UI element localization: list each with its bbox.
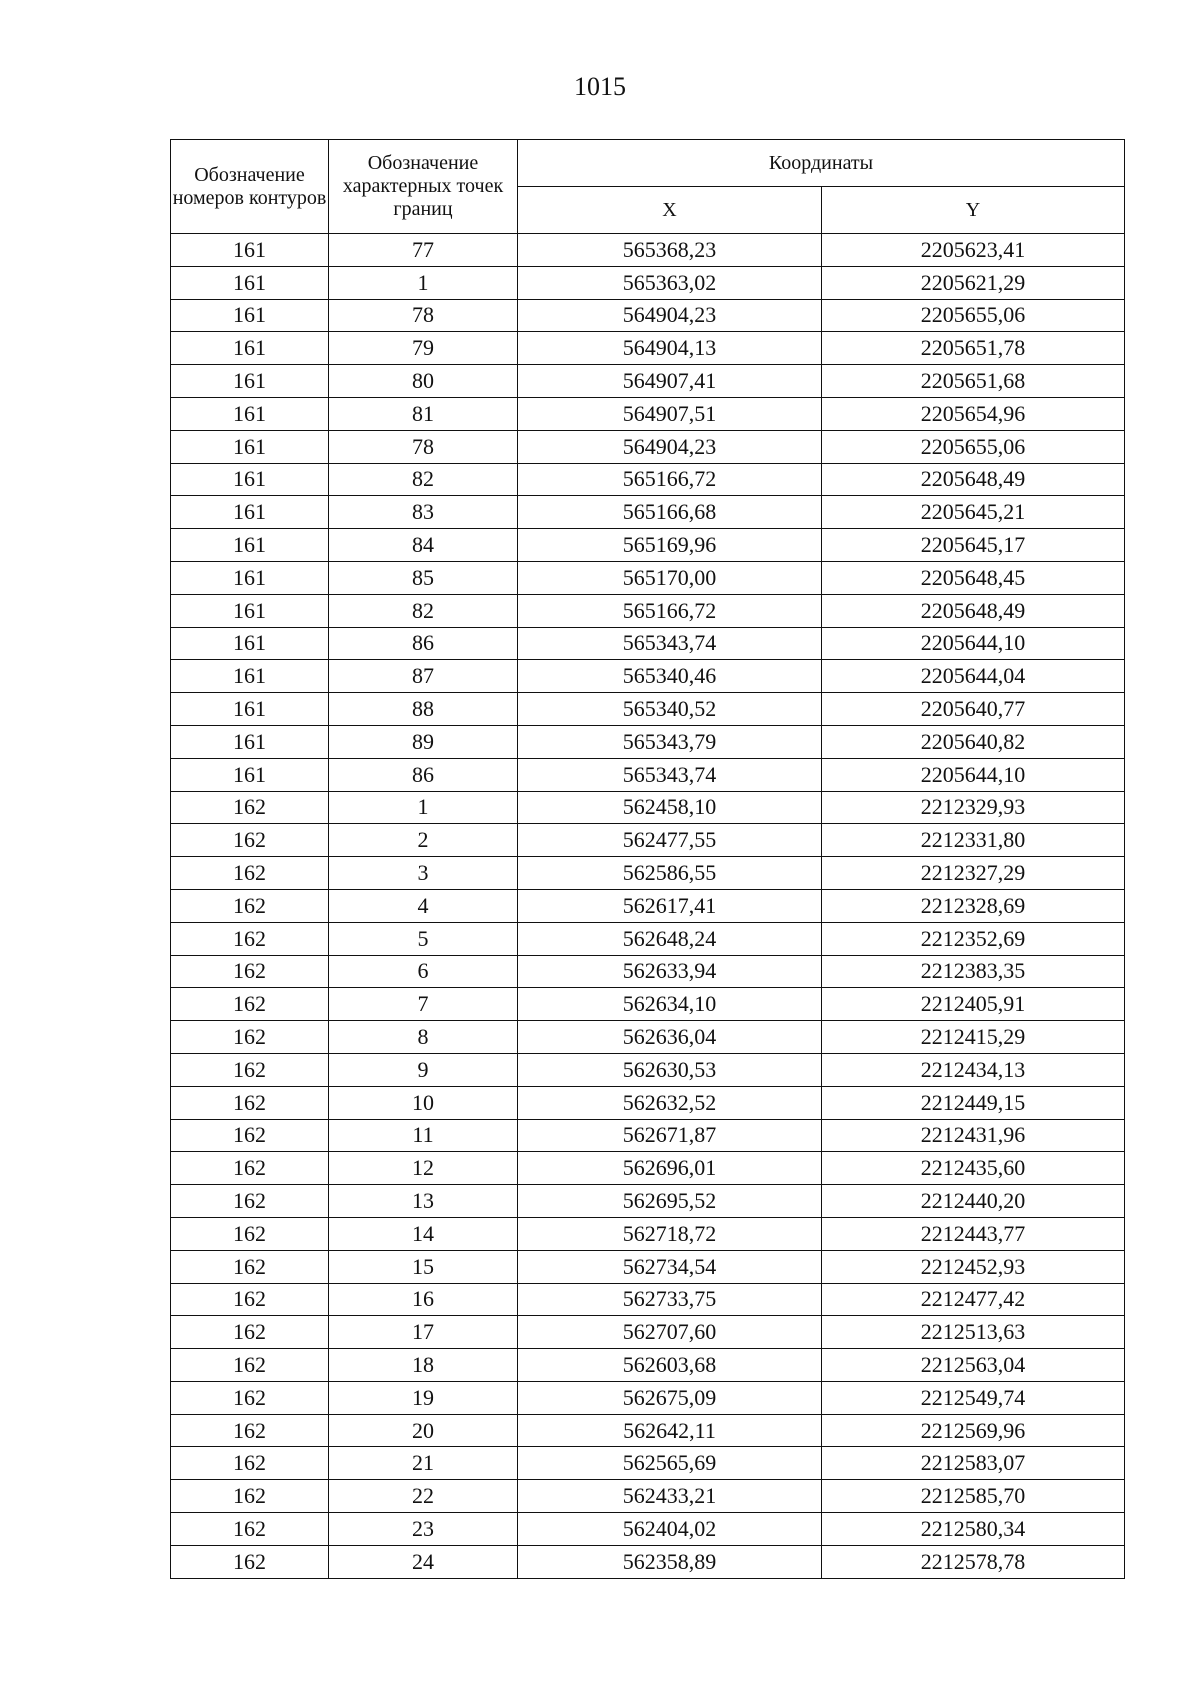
header-y: Y [822, 187, 1125, 234]
x-coordinate-cell: 565343,74 [518, 627, 822, 660]
y-coordinate-cell: 2205645,21 [822, 496, 1125, 529]
contour-number-cell: 162 [171, 1283, 329, 1316]
y-coordinate-cell: 2205648,49 [822, 463, 1125, 496]
table-row [171, 988, 1125, 1021]
point-number-cell: 19 [329, 1381, 518, 1414]
header-x: X [518, 187, 822, 234]
contour-number-cell: 162 [171, 1021, 329, 1054]
y-coordinate-cell: 2212513,63 [822, 1316, 1125, 1349]
table-row [171, 1513, 1125, 1546]
table-row [171, 1152, 1125, 1185]
x-coordinate-cell: 562358,89 [518, 1545, 822, 1578]
y-coordinate-cell: 2205640,82 [822, 725, 1125, 758]
y-coordinate-cell: 2205655,06 [822, 299, 1125, 332]
x-coordinate-cell: 562458,10 [518, 791, 822, 824]
y-coordinate-cell: 2205651,78 [822, 332, 1125, 365]
table-row [171, 397, 1125, 430]
point-number-cell: 18 [329, 1349, 518, 1382]
contour-number-cell: 162 [171, 1053, 329, 1086]
contour-number-cell: 162 [171, 1217, 329, 1250]
y-coordinate-cell: 2212549,74 [822, 1381, 1125, 1414]
x-coordinate-cell: 564907,51 [518, 397, 822, 430]
y-coordinate-cell: 2212443,77 [822, 1217, 1125, 1250]
contour-number-cell: 162 [171, 1119, 329, 1152]
x-coordinate-cell: 564904,13 [518, 332, 822, 365]
point-number-cell: 86 [329, 758, 518, 791]
x-coordinate-cell: 562636,04 [518, 1021, 822, 1054]
contour-number-cell: 162 [171, 1185, 329, 1218]
contour-number-cell: 162 [171, 955, 329, 988]
y-coordinate-cell: 2212431,96 [822, 1119, 1125, 1152]
point-number-cell: 80 [329, 365, 518, 398]
y-coordinate-cell: 2212569,96 [822, 1414, 1125, 1447]
contour-number-cell: 161 [171, 463, 329, 496]
y-coordinate-cell: 2205644,04 [822, 660, 1125, 693]
x-coordinate-cell: 562633,94 [518, 955, 822, 988]
contour-number-cell: 161 [171, 496, 329, 529]
y-coordinate-cell: 2205644,10 [822, 627, 1125, 660]
x-coordinate-cell: 565166,72 [518, 463, 822, 496]
point-number-cell: 1 [329, 791, 518, 824]
x-coordinate-cell: 562630,53 [518, 1053, 822, 1086]
x-coordinate-cell: 562477,55 [518, 824, 822, 857]
point-number-cell: 2 [329, 824, 518, 857]
y-coordinate-cell: 2212328,69 [822, 889, 1125, 922]
x-coordinate-cell: 565368,23 [518, 234, 822, 267]
contour-number-cell: 162 [171, 857, 329, 890]
contour-number-cell: 161 [171, 365, 329, 398]
contour-number-cell: 161 [171, 693, 329, 726]
contour-number-cell: 161 [171, 627, 329, 660]
contour-number-cell: 162 [171, 1480, 329, 1513]
point-number-cell: 79 [329, 332, 518, 365]
x-coordinate-cell: 562648,24 [518, 922, 822, 955]
y-coordinate-cell: 2212583,07 [822, 1447, 1125, 1480]
header-contour-numbers: Обозначение номеров контуров [171, 140, 329, 234]
y-coordinate-cell: 2212440,20 [822, 1185, 1125, 1218]
contour-number-cell: 162 [171, 791, 329, 824]
x-coordinate-cell: 565363,02 [518, 266, 822, 299]
table-row [171, 922, 1125, 955]
contour-number-cell: 162 [171, 824, 329, 857]
contour-number-cell: 161 [171, 529, 329, 562]
x-coordinate-cell: 565170,00 [518, 561, 822, 594]
table-row [171, 627, 1125, 660]
y-coordinate-cell: 2212477,42 [822, 1283, 1125, 1316]
point-number-cell: 20 [329, 1414, 518, 1447]
point-number-cell: 83 [329, 496, 518, 529]
table-row [171, 1480, 1125, 1513]
y-coordinate-cell: 2212563,04 [822, 1349, 1125, 1382]
point-number-cell: 86 [329, 627, 518, 660]
contour-number-cell: 161 [171, 561, 329, 594]
contour-number-cell: 162 [171, 922, 329, 955]
table-row [171, 1250, 1125, 1283]
contour-number-cell: 161 [171, 332, 329, 365]
contour-number-cell: 162 [171, 1381, 329, 1414]
point-number-cell: 1 [329, 266, 518, 299]
x-coordinate-cell: 565340,52 [518, 693, 822, 726]
y-coordinate-cell: 2212329,93 [822, 791, 1125, 824]
y-coordinate-cell: 2212452,93 [822, 1250, 1125, 1283]
point-number-cell: 77 [329, 234, 518, 267]
y-coordinate-cell: 2212435,60 [822, 1152, 1125, 1185]
point-number-cell: 23 [329, 1513, 518, 1546]
table-row [171, 1349, 1125, 1382]
table-row [171, 266, 1125, 299]
table-row [171, 1217, 1125, 1250]
x-coordinate-cell: 562718,72 [518, 1217, 822, 1250]
y-coordinate-cell: 2205640,77 [822, 693, 1125, 726]
point-number-cell: 8 [329, 1021, 518, 1054]
point-number-cell: 84 [329, 529, 518, 562]
contour-number-cell: 162 [171, 1545, 329, 1578]
contour-number-cell: 162 [171, 1349, 329, 1382]
contour-number-cell: 162 [171, 889, 329, 922]
table-row [171, 1283, 1125, 1316]
x-coordinate-cell: 565166,72 [518, 594, 822, 627]
contour-number-cell: 162 [171, 1447, 329, 1480]
y-coordinate-cell: 2212415,29 [822, 1021, 1125, 1054]
x-coordinate-cell: 562404,02 [518, 1513, 822, 1546]
x-coordinate-cell: 562565,69 [518, 1447, 822, 1480]
table-row [171, 496, 1125, 529]
y-coordinate-cell: 2212434,13 [822, 1053, 1125, 1086]
table-row [171, 693, 1125, 726]
table-row [171, 463, 1125, 496]
point-number-cell: 85 [329, 561, 518, 594]
table-row [171, 1545, 1125, 1578]
x-coordinate-cell: 562642,11 [518, 1414, 822, 1447]
x-coordinate-cell: 562632,52 [518, 1086, 822, 1119]
point-number-cell: 5 [329, 922, 518, 955]
x-coordinate-cell: 564904,23 [518, 430, 822, 463]
x-coordinate-cell: 562734,54 [518, 1250, 822, 1283]
y-coordinate-cell: 2212405,91 [822, 988, 1125, 1021]
point-number-cell: 82 [329, 594, 518, 627]
x-coordinate-cell: 562671,87 [518, 1119, 822, 1152]
table-row [171, 529, 1125, 562]
contour-number-cell: 162 [171, 1086, 329, 1119]
y-coordinate-cell: 2205621,29 [822, 266, 1125, 299]
contour-number-cell: 161 [171, 660, 329, 693]
point-number-cell: 17 [329, 1316, 518, 1349]
header-coordinates: Координаты [518, 140, 1125, 187]
y-coordinate-cell: 2212449,15 [822, 1086, 1125, 1119]
table-row [171, 857, 1125, 890]
contour-number-cell: 162 [171, 1414, 329, 1447]
x-coordinate-cell: 562433,21 [518, 1480, 822, 1513]
point-number-cell: 78 [329, 299, 518, 332]
point-number-cell: 15 [329, 1250, 518, 1283]
contour-number-cell: 161 [171, 725, 329, 758]
point-number-cell: 88 [329, 693, 518, 726]
point-number-cell: 81 [329, 397, 518, 430]
table-row [171, 430, 1125, 463]
contour-number-cell: 162 [171, 1316, 329, 1349]
y-coordinate-cell: 2212585,70 [822, 1480, 1125, 1513]
point-number-cell: 22 [329, 1480, 518, 1513]
y-coordinate-cell: 2212327,29 [822, 857, 1125, 890]
table-body [171, 234, 1125, 1579]
table-row [171, 1381, 1125, 1414]
point-number-cell: 3 [329, 857, 518, 890]
x-coordinate-cell: 565166,68 [518, 496, 822, 529]
x-coordinate-cell: 562695,52 [518, 1185, 822, 1218]
x-coordinate-cell: 565169,96 [518, 529, 822, 562]
point-number-cell: 16 [329, 1283, 518, 1316]
y-coordinate-cell: 2212331,80 [822, 824, 1125, 857]
y-coordinate-cell: 2212383,35 [822, 955, 1125, 988]
table-row [171, 791, 1125, 824]
point-number-cell: 21 [329, 1447, 518, 1480]
table-row [171, 365, 1125, 398]
table-row [171, 1086, 1125, 1119]
header-boundary-points: Обозначение характерных точек границ [329, 140, 518, 234]
table-row [171, 332, 1125, 365]
contour-number-cell: 161 [171, 266, 329, 299]
y-coordinate-cell: 2212352,69 [822, 922, 1125, 955]
table-row [171, 758, 1125, 791]
y-coordinate-cell: 2205644,10 [822, 758, 1125, 791]
table-header [171, 140, 1125, 234]
x-coordinate-cell: 562675,09 [518, 1381, 822, 1414]
y-coordinate-cell: 2205645,17 [822, 529, 1125, 562]
point-number-cell: 4 [329, 889, 518, 922]
y-coordinate-cell: 2205648,45 [822, 561, 1125, 594]
point-number-cell: 6 [329, 955, 518, 988]
table-row [171, 1021, 1125, 1054]
table-row [171, 889, 1125, 922]
point-number-cell: 10 [329, 1086, 518, 1119]
table-row [171, 955, 1125, 988]
point-number-cell: 7 [329, 988, 518, 1021]
contour-number-cell: 162 [171, 1513, 329, 1546]
table-row [171, 1414, 1125, 1447]
contour-number-cell: 161 [171, 397, 329, 430]
y-coordinate-cell: 2205648,49 [822, 594, 1125, 627]
x-coordinate-cell: 562696,01 [518, 1152, 822, 1185]
x-coordinate-cell: 565343,79 [518, 725, 822, 758]
x-coordinate-cell: 562617,41 [518, 889, 822, 922]
y-coordinate-cell: 2205651,68 [822, 365, 1125, 398]
table-row [171, 234, 1125, 267]
point-number-cell: 13 [329, 1185, 518, 1218]
contour-number-cell: 161 [171, 299, 329, 332]
table-row [171, 1316, 1125, 1349]
contour-number-cell: 161 [171, 234, 329, 267]
page-number: 1015 [574, 72, 626, 101]
contour-number-cell: 161 [171, 594, 329, 627]
contour-number-cell: 161 [171, 758, 329, 791]
x-coordinate-cell: 562634,10 [518, 988, 822, 1021]
table-row [171, 1447, 1125, 1480]
y-coordinate-cell: 2205655,06 [822, 430, 1125, 463]
table-row [171, 660, 1125, 693]
contour-number-cell: 161 [171, 430, 329, 463]
x-coordinate-cell: 565340,46 [518, 660, 822, 693]
point-number-cell: 9 [329, 1053, 518, 1086]
table-row [171, 299, 1125, 332]
point-number-cell: 24 [329, 1545, 518, 1578]
point-number-cell: 12 [329, 1152, 518, 1185]
table-row [171, 561, 1125, 594]
table-row [171, 1119, 1125, 1152]
table-row [171, 594, 1125, 627]
point-number-cell: 87 [329, 660, 518, 693]
x-coordinate-cell: 562603,68 [518, 1349, 822, 1382]
table-row [171, 1053, 1125, 1086]
point-number-cell: 78 [329, 430, 518, 463]
y-coordinate-cell: 2205623,41 [822, 234, 1125, 267]
point-number-cell: 89 [329, 725, 518, 758]
y-coordinate-cell: 2212580,34 [822, 1513, 1125, 1546]
contour-number-cell: 162 [171, 988, 329, 1021]
x-coordinate-cell: 562586,55 [518, 857, 822, 890]
point-number-cell: 82 [329, 463, 518, 496]
point-number-cell: 14 [329, 1217, 518, 1250]
table-row [171, 824, 1125, 857]
contour-number-cell: 162 [171, 1152, 329, 1185]
x-coordinate-cell: 564907,41 [518, 365, 822, 398]
x-coordinate-cell: 564904,23 [518, 299, 822, 332]
point-number-cell: 11 [329, 1119, 518, 1152]
table-row [171, 1185, 1125, 1218]
y-coordinate-cell: 2205654,96 [822, 397, 1125, 430]
coordinates-table [170, 139, 1125, 1579]
x-coordinate-cell: 565343,74 [518, 758, 822, 791]
table-row [171, 725, 1125, 758]
x-coordinate-cell: 562707,60 [518, 1316, 822, 1349]
y-coordinate-cell: 2212578,78 [822, 1545, 1125, 1578]
contour-number-cell: 162 [171, 1250, 329, 1283]
x-coordinate-cell: 562733,75 [518, 1283, 822, 1316]
